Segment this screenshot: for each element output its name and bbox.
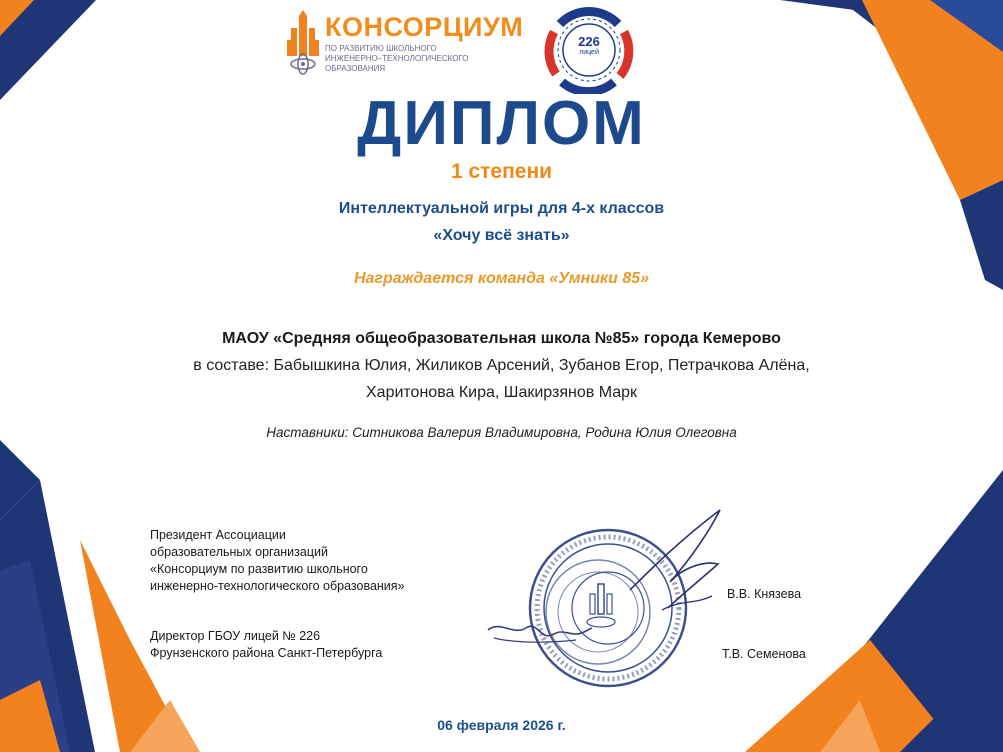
school-name: МАОУ «Средняя общеобразовательная школа №85» города Кемерово (222, 330, 781, 347)
director-position (150, 628, 382, 662)
stamp-and-signature (480, 500, 740, 710)
consortium-subtitle-line: ОБРАЗОВАНИЯ (325, 64, 386, 73)
president-position-line: Президент Ассоциации (150, 528, 286, 542)
lyceum-logo (540, 2, 638, 94)
consortium-name: КОНСОРЦИУМ (325, 12, 524, 42)
consortium-logo (283, 6, 524, 78)
issue-date: 06 февраля 2026 г. (437, 717, 566, 733)
game-title-line: «Хочу всё знать» (433, 227, 570, 244)
lyceum-word: лицей (579, 49, 599, 56)
lyceum-number: 226 (578, 34, 600, 49)
director-position-line: Фрунзенского района Санкт-Петербурга (150, 646, 383, 660)
mentors: Наставники: Ситникова Валерия Владимировна, Родина Юлия Олеговна (266, 425, 737, 440)
consortium-subtitle-line: ИНЖЕНЕРНО–ТЕХНОЛОГИЧЕСКОГО (325, 54, 469, 63)
team-members-line: в составе: Бабышкина Юлия, Жиликов Арсений, Зубанов Егор, Петрачкова Алёна, (193, 357, 810, 374)
atom-tower-icon (283, 10, 323, 76)
director-position-line: Директор ГБОУ лицей № 226 (150, 629, 321, 643)
diploma-title: ДИПЛОМ (357, 89, 646, 158)
president-name: В.В. Князева (727, 587, 802, 601)
president-position (150, 527, 405, 595)
president-position-line: «Консорциум по развитию школьного (150, 562, 368, 576)
diploma-degree: 1 степени (450, 160, 553, 183)
president-position-line: инженерно-технологического образования» (150, 579, 405, 593)
consortium-subtitle-line: ПО РАЗВИТИЮ ШКОЛЬНОГО (325, 44, 437, 53)
director-name: Т.В. Семенова (722, 647, 806, 661)
team-members-line: Харитонова Кира, Шакирзянов Марк (366, 384, 637, 401)
game-name-line: Интеллектуальной игры для 4-х классов (338, 200, 665, 217)
awarded-team: Награждается команда «Умники 85» (353, 270, 650, 287)
president-position-line: образовательных организаций (150, 545, 328, 559)
